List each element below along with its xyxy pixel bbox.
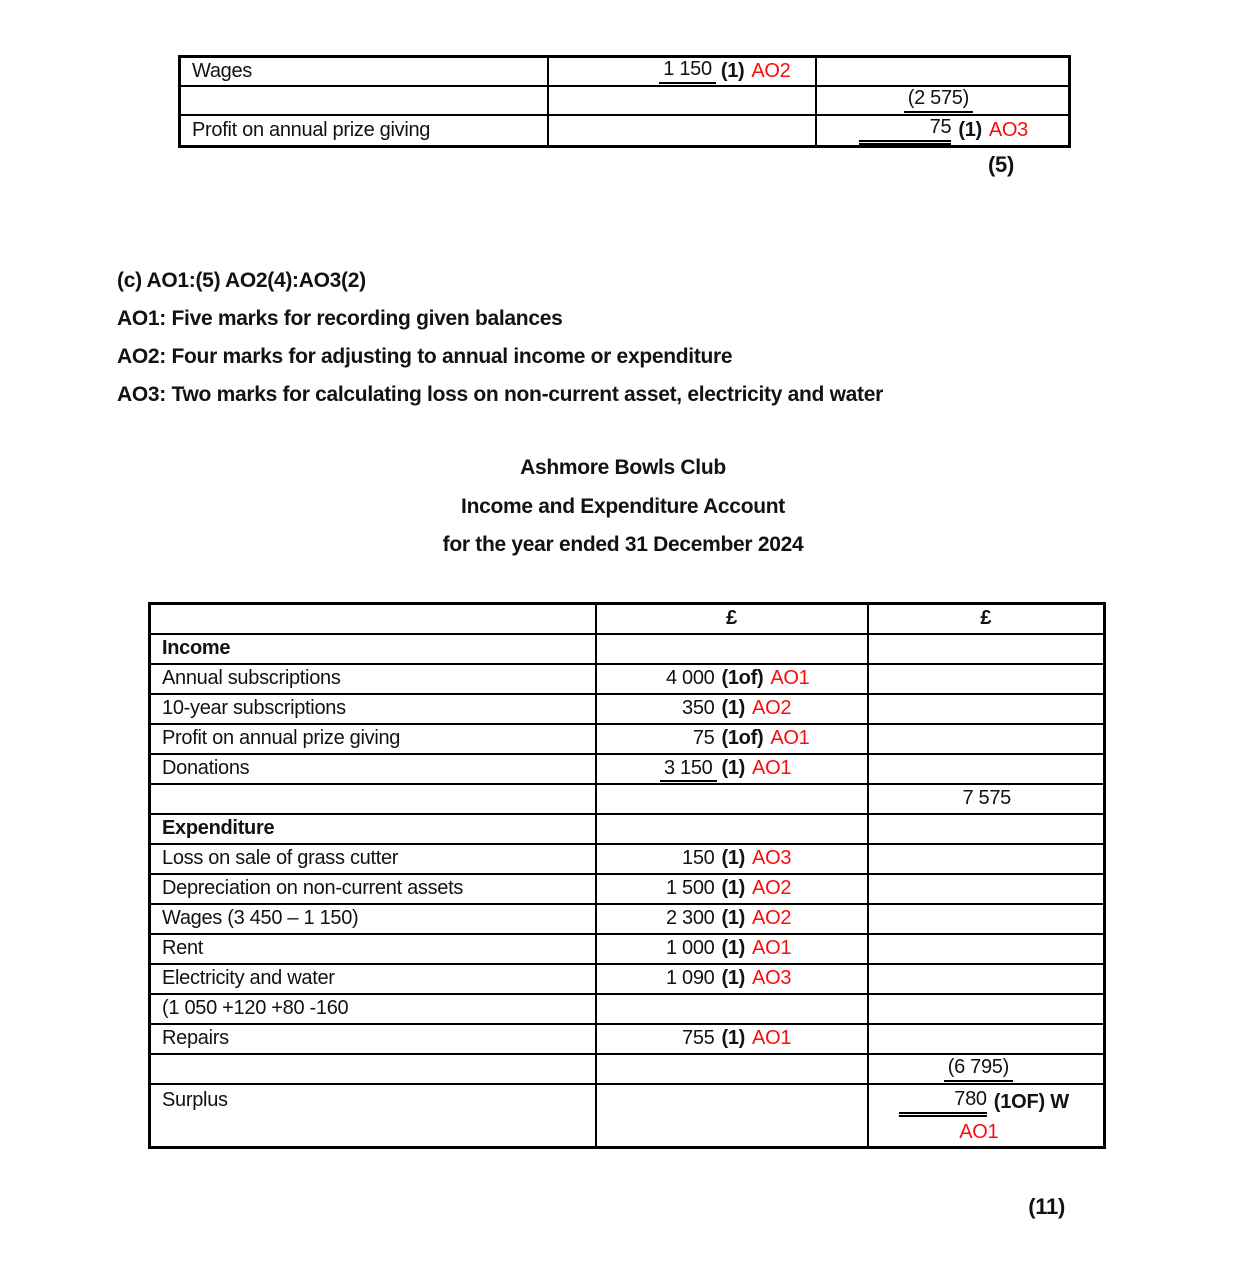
section-label-expenditure: Expenditure (150, 814, 596, 844)
ao2-criteria: AO2: Four marks for adjusting to annual income or expenditure (117, 345, 733, 368)
empty-cell (868, 754, 1105, 784)
mark-point: (1) (721, 1027, 746, 1049)
account-title: Income and Expenditure Account (461, 494, 785, 518)
empty-cell (596, 994, 868, 1024)
row-rent (150, 934, 1105, 964)
empty-cell (868, 664, 1105, 694)
mark-point: (1of) (721, 667, 764, 689)
amount-value: 4 000 (665, 667, 715, 689)
amount-value: 350 (682, 697, 715, 719)
ao3-criteria: AO3: Two marks for calculating loss on non-current asset, electricity and water (117, 383, 883, 406)
mark-point: (1) (720, 59, 745, 82)
empty-cell (868, 694, 1105, 724)
row-wages (150, 904, 1105, 934)
row-expenditure-total (150, 1054, 1105, 1084)
ao-tag: AO2 (752, 697, 792, 719)
row-electricity-working (150, 994, 1105, 1024)
empty-cell (868, 934, 1105, 964)
mark-point: (1) (721, 757, 746, 779)
club-name-title: Ashmore Bowls Club (520, 456, 726, 479)
empty-cell (868, 904, 1105, 934)
row-electricity-water (150, 964, 1105, 994)
income-total-cell (868, 784, 1105, 814)
row-label: Rent (150, 934, 596, 964)
income-expenditure-table (148, 602, 1106, 1149)
statement-titles (0, 449, 1246, 565)
ao-tag: AO2 (752, 907, 792, 929)
expenditure-total-cell (868, 1054, 1105, 1084)
empty-cell (596, 1054, 868, 1084)
ao-tag: AO3 (988, 118, 1028, 141)
profit-amount-cell (816, 115, 1070, 147)
empty-cell (548, 115, 816, 147)
amount-value: 3 150 (603, 757, 715, 780)
empty-cell (868, 1024, 1105, 1054)
amount-value: 1 090 (665, 967, 715, 989)
empty-cell (868, 844, 1105, 874)
amount-cell (596, 694, 868, 724)
section-row-income (150, 634, 1105, 664)
ao-tag: AO1 (770, 727, 810, 749)
row-label: Donations (150, 754, 596, 784)
amount-value: 1 150 (659, 58, 716, 84)
amount-value: (6 795) (944, 1056, 1013, 1082)
amount-cell (596, 874, 868, 904)
table-row-subtotal (180, 86, 1070, 115)
row-label: Wages (3 450 – 1 150) (150, 904, 596, 934)
row-income-total (150, 784, 1105, 814)
mark-point: (1) (721, 967, 746, 989)
period-title: for the year ended 31 December 2024 (442, 533, 804, 556)
empty-cell (150, 784, 596, 814)
row-label-surplus: Surplus (150, 1084, 596, 1148)
empty-cell (868, 874, 1105, 904)
header-row (150, 604, 1105, 634)
amount-value: 1 000 (665, 937, 715, 959)
row-repairs (150, 1024, 1105, 1054)
row-label: 10-year subscriptions (150, 694, 596, 724)
table-row-profit-prize-giving (180, 115, 1070, 147)
row-label-profit: Profit on annual prize giving (180, 115, 548, 147)
empty-cell (180, 86, 548, 115)
row-label: Annual subscriptions (150, 664, 596, 694)
mark-point: (1of) (721, 727, 764, 749)
part-c-total-marks: (11) (1028, 1194, 1065, 1219)
row-ten-year-subscriptions (150, 694, 1105, 724)
empty-cell (150, 1054, 596, 1084)
empty-cell (816, 57, 1070, 86)
amount-value: 780 (899, 1088, 987, 1117)
currency-header-col2: £ (868, 604, 1105, 634)
ao-tag: AO1 (752, 757, 792, 779)
ao-tag: AO3 (752, 847, 792, 869)
empty-cell (596, 634, 868, 664)
row-label-working: (1 050 +120 +80 -160 (150, 994, 596, 1024)
amount-value: 75 (859, 116, 951, 145)
amount-value: 1 500 (665, 877, 715, 899)
table-row-wages (180, 57, 1070, 86)
part-b-answer-table (178, 55, 1071, 148)
row-label: Depreciation on non-current assets (150, 874, 596, 904)
amount-value: (2 575) (904, 87, 973, 113)
mark-point: (1) (721, 907, 746, 929)
empty-cell (548, 86, 816, 115)
empty-cell (150, 604, 596, 634)
ao-tag: AO1 (752, 1027, 792, 1049)
amount-cell (596, 754, 868, 784)
amount-cell (596, 1024, 868, 1054)
ao-criteria-block (117, 262, 1177, 414)
mark-point: (1OF) W (993, 1091, 1069, 1113)
ao-tag: AO2 (752, 877, 792, 899)
empty-cell (596, 784, 868, 814)
part-c-heading: (c) AO1:(5) AO2(4):AO3(2) (117, 269, 366, 292)
ao-tag: AO2 (751, 59, 791, 82)
row-donations (150, 754, 1105, 784)
row-surplus (150, 1084, 1105, 1148)
mark-point: (1) (721, 697, 746, 719)
row-depreciation (150, 874, 1105, 904)
amount-cell (596, 844, 868, 874)
amount-cell (596, 964, 868, 994)
part-b-total-marks: (5) (988, 152, 1014, 177)
amount-cell (596, 904, 868, 934)
row-loss-grass-cutter (150, 844, 1105, 874)
ao1-criteria: AO1: Five marks for recording given balances (117, 307, 563, 330)
mark-point: (1) (721, 877, 746, 899)
empty-cell (868, 634, 1105, 664)
empty-cell (868, 814, 1105, 844)
surplus-amount-cell (868, 1084, 1105, 1148)
wages-amount-cell (548, 57, 816, 86)
row-profit-prize-giving (150, 724, 1105, 754)
row-label-wages: Wages (180, 57, 548, 86)
empty-cell (596, 814, 868, 844)
section-label-income: Income (150, 634, 596, 664)
ao-tag: AO1 (959, 1120, 999, 1143)
ao-tag: AO3 (752, 967, 792, 989)
subtotal-cell (816, 86, 1070, 115)
row-annual-subscriptions (150, 664, 1105, 694)
mark-point: (1) (721, 847, 746, 869)
empty-cell (868, 724, 1105, 754)
amount-value: 2 300 (665, 907, 715, 929)
amount-value: 7 575 (962, 787, 1011, 809)
amount-value: 150 (682, 847, 715, 869)
empty-cell (868, 964, 1105, 994)
empty-cell (596, 1084, 868, 1148)
amount-cell (596, 724, 868, 754)
amount-value: 75 (692, 727, 715, 749)
empty-cell (868, 994, 1105, 1024)
mark-point: (1) (958, 118, 982, 141)
row-label: Repairs (150, 1024, 596, 1054)
amount-value: 755 (682, 1027, 715, 1049)
currency-header-col1: £ (596, 604, 868, 634)
row-label: Profit on annual prize giving (150, 724, 596, 754)
amount-cell (596, 934, 868, 964)
amount-cell (596, 664, 868, 694)
row-label: Electricity and water (150, 964, 596, 994)
row-label: Loss on sale of grass cutter (150, 844, 596, 874)
ao-tag: AO1 (770, 667, 810, 689)
mark-point: (1) (721, 937, 746, 959)
ao-tag: AO1 (752, 937, 792, 959)
section-row-expenditure (150, 814, 1105, 844)
